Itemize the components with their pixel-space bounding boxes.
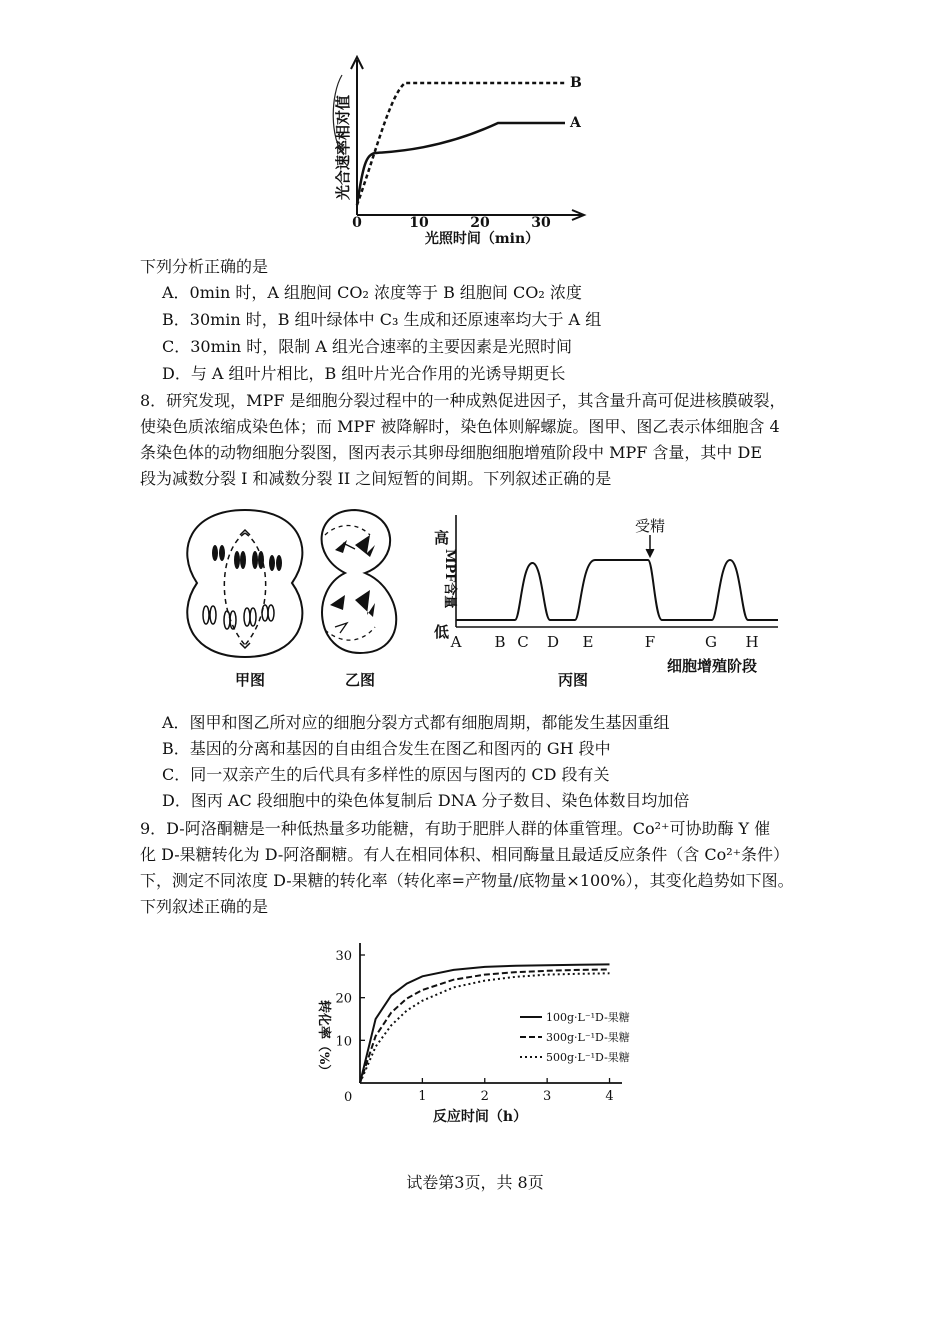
- fig1-tick-20: 20: [470, 215, 490, 231]
- q7-option-b[interactable]: B．30min 时，B 组叶绿体中 C₃ 生成和还原速率均大于 A 组: [162, 310, 602, 329]
- mpf-point-c: C: [517, 633, 529, 651]
- chart-ylabel: 转化率（%）: [316, 1000, 331, 1078]
- mpf-point-h: H: [745, 633, 759, 651]
- curve-b: [357, 83, 565, 205]
- fig1-x-ticks: [352, 215, 551, 231]
- x-tick-label: 2: [480, 1089, 489, 1104]
- x-tick-label: 1: [418, 1089, 427, 1104]
- label-a: A: [570, 115, 581, 131]
- caption-jia: 甲图: [235, 671, 266, 689]
- mpf-point-f: F: [644, 633, 656, 651]
- legend-label-1: 100g·L⁻¹D-果糖: [546, 1011, 630, 1024]
- fertilization-label: 受精: [634, 517, 666, 535]
- q9-stem-1: 9．D-阿洛酮糖是一种低热量多功能糖，有助于肥胖人群的体重管理。Co²⁺可协助酶 Y 催: [140, 819, 771, 838]
- q9-stem-2: 化 D-果糖转化为 D-阿洛酮糖。有人在相同体积、相同酶量且最适反应条件（含 Co²⁺条件）: [140, 845, 790, 864]
- mpf-point-b: B: [494, 633, 506, 651]
- chart-origin: 0: [344, 1090, 353, 1105]
- mpf-curve: [456, 560, 778, 620]
- q8-option-d[interactable]: D．图丙 AC 段细胞中的染色体复制后 DNA 分子数目、染色体数目均加倍: [162, 791, 690, 810]
- q7-option-c[interactable]: C．30min 时，限制 A 组光合速率的主要因素是光照时间: [162, 337, 573, 356]
- mpf-point-g: G: [705, 633, 717, 651]
- legend-label-2: 300g·L⁻¹D-果糖: [546, 1031, 630, 1044]
- fig1-xlabel: 光照时间（min）: [424, 231, 540, 247]
- x-tick-label: 4: [605, 1089, 614, 1104]
- fig1-tick-30: 30: [531, 215, 551, 231]
- mpf-point-e: E: [582, 633, 594, 651]
- caption-yi: 乙图: [345, 671, 376, 689]
- y-tick-label: 10: [335, 1034, 352, 1050]
- cell-division-figure: [180, 505, 790, 700]
- q8-stem-3: 条染色体的动物细胞分裂图，图丙表示其卵母细胞细胞增殖阶段中 MPF 含量，其中 DE: [140, 443, 763, 462]
- mpf-low: 低: [434, 623, 450, 641]
- x-tick-label: 3: [543, 1089, 552, 1104]
- chart-xlabel: 反应时间（h）: [432, 1109, 528, 1125]
- q7-option-d[interactable]: D．与 A 组叶片相比，B 组叶片光合作用的光诱导期更长: [162, 364, 566, 383]
- q8-stem-2: 使染色质浓缩成染色体；而 MPF 被降解时，染色体则解螺旋。图甲、图乙表示体细胞含 4: [140, 417, 780, 436]
- q7-stem: 下列分析正确的是: [140, 257, 269, 276]
- mpf-ylabel: MPF含量: [442, 549, 457, 609]
- y-tick-label: 20: [335, 991, 352, 1007]
- q8-option-c[interactable]: C．同一双亲产生的后代具有多样性的原因与图丙的 CD 段有关: [162, 765, 610, 784]
- page-footer: 试卷第3页，共 8页: [406, 1173, 544, 1192]
- fig1-tick-0: 0: [352, 215, 362, 231]
- curve-a: [357, 123, 565, 205]
- q7-option-a[interactable]: A．0min 时，A 组胞间 CO₂ 浓度等于 B 组胞间 CO₂ 浓度: [162, 283, 582, 302]
- mpf-point-a: A: [450, 633, 462, 651]
- series-line-2: [360, 970, 610, 1084]
- chromosomes-upper: [212, 545, 282, 571]
- cell-yi: [322, 510, 397, 653]
- q9-stem-3: 下，测定不同浓度 D-果糖的转化率（转化率=产物量/底物量×100%），其变化趋势如下图。: [140, 871, 794, 890]
- fig1-tick-10: 10: [409, 215, 429, 231]
- q8-stem-4: 段为减数分裂 I 和减数分裂 II 之间短暂的间期。下列叙述正确的是: [140, 469, 612, 488]
- fig1-ylabel: 光合速率相对值: [334, 94, 352, 200]
- mpf-xlabel: 细胞增殖阶段: [666, 657, 758, 675]
- mpf-high: 高: [434, 529, 450, 547]
- cell-jia: [187, 510, 302, 657]
- q8-stem-1: 8．研究发现，MPF 是细胞分裂过程中的一种成熟促进因子，其含量升高可促进核膜破裂，: [140, 391, 786, 410]
- q9-stem-4: 下列叙述正确的是: [140, 897, 269, 916]
- conversion-chart: [300, 935, 660, 1135]
- caption-bing: 丙图: [558, 671, 589, 689]
- mpf-graph: [434, 515, 778, 675]
- q8-option-a[interactable]: A．图甲和图乙所对应的细胞分裂方式都有细胞周期，都能发生基因重组: [162, 713, 670, 732]
- mpf-point-d: D: [546, 633, 560, 651]
- y-tick-label: 30: [335, 949, 352, 964]
- photosynthesis-figure: [320, 55, 620, 255]
- legend-label-3: 500g·L⁻¹D-果糖: [546, 1051, 630, 1064]
- q8-option-b[interactable]: B．基因的分离和基因的自由组合发生在图乙和图丙的 GH 段中: [162, 739, 611, 758]
- label-b: B: [570, 75, 582, 91]
